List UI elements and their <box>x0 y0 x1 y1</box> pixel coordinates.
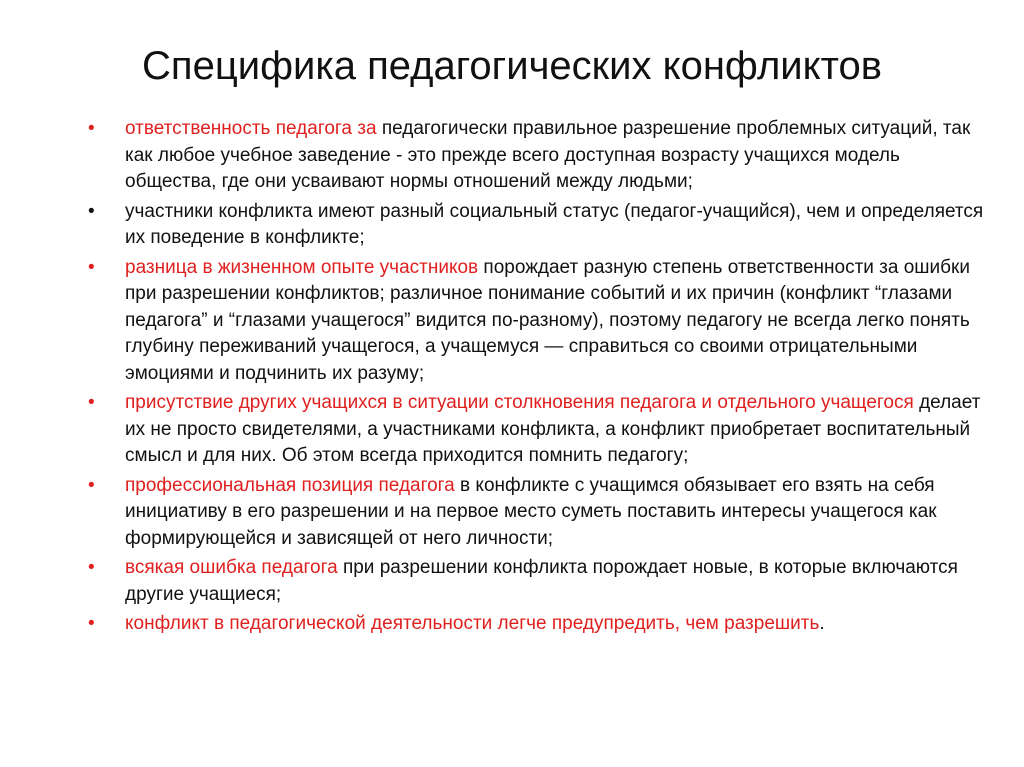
plain-text: в конфликте с учащимся обязывает его взять на себя инициативу в его разрешении и на первое место суметь поставить интересы учащегося как формирующейся и зависящей от него личности; <box>125 474 937 549</box>
plain-text: порождает разную степень ответственности за ошибки при разрешении конфликтов; различное понимание событий и их причин (конфликт “глазами педагога” и “глазами учащегося” видится по-разному), поэтому педагогу не всегда легко понять глубину переживаний учащегося, а учащемуся — справиться со своими отрицательными эмоциями и подчинить их разуму; <box>125 256 970 384</box>
highlighted-phrase: разница в жизненном опыте участников <box>125 256 479 278</box>
highlighted-phrase: ответственность педагога за <box>125 118 377 139</box>
bullet-black: • <box>88 200 95 222</box>
bullet-text <box>125 199 993 252</box>
list-item <box>88 555 993 608</box>
bullet-text <box>125 473 993 553</box>
plain-text: делает их не просто свидетелями, а участниками конфликта, а конфликт приобретает воспитательный смысл и для них. Об этом всегда приходится помнить педагогу; <box>125 392 981 466</box>
bullet-red: • <box>88 474 95 496</box>
plain-text: участники конфликта имеют разный социальный статус (педагог-учащийся), чем и определяется их поведение в конфликте; <box>125 200 984 248</box>
bullet-text <box>125 390 993 470</box>
bullet-text <box>125 555 993 608</box>
plain-text: педагогически правильное разрешение проблемных ситуаций, так как любое учебное заведение - это прежде всего доступная возрасту учащихся модель общества, где они усваивают нормы отношений между людьми; <box>125 118 971 192</box>
bullet-red: • <box>88 256 95 278</box>
bullet-red: • <box>88 613 95 634</box>
list-item <box>88 611 993 638</box>
highlighted-phrase: присутствие других учащихся в ситуации столкновения педагога и отдельного учащегося <box>125 392 914 413</box>
bullet-text <box>125 116 993 196</box>
highlighted-phrase: всякая ошибка педагога <box>125 557 338 578</box>
list-item <box>88 199 993 252</box>
list-item <box>88 390 993 470</box>
bullet-red: • <box>88 557 95 578</box>
plain-text: при разрешении конфликта порождает новые, в которые включаются другие учащиеся; <box>125 557 958 605</box>
list-item <box>88 473 993 553</box>
bullet-text <box>125 255 993 388</box>
list-item <box>88 255 993 388</box>
bullet-list <box>88 116 993 641</box>
bullet-red: • <box>88 392 95 413</box>
bullet-text <box>125 611 993 638</box>
highlighted-phrase: профессиональная позиция педагога <box>125 474 455 496</box>
list-item <box>88 116 993 196</box>
plain-text: . <box>819 613 825 634</box>
slide-title: Специфика педагогических конфликтов <box>142 44 882 88</box>
bullet-red: • <box>88 118 95 139</box>
highlighted-phrase: конфликт в педагогической деятельности легче предупредить, чем разрешить <box>125 613 820 634</box>
